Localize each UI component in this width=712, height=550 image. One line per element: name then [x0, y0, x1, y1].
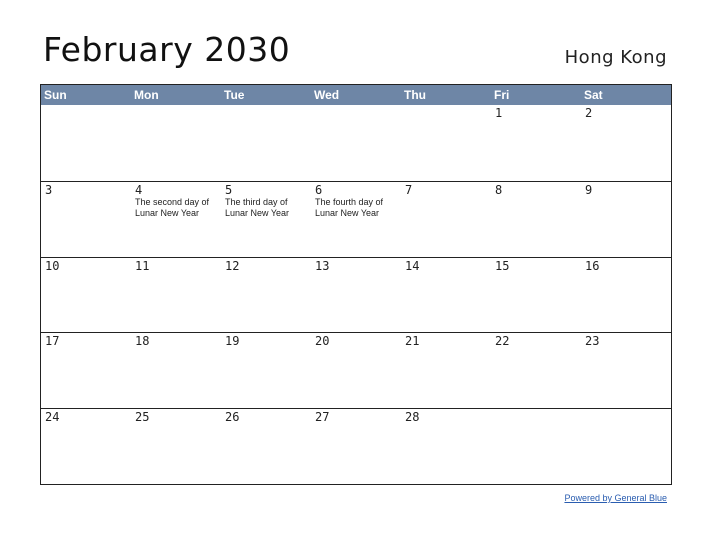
day-cell: [581, 332, 671, 408]
day-cell: [131, 105, 221, 181]
day-cell: [581, 408, 671, 484]
day-cell: [491, 105, 581, 181]
day-number: 16: [585, 258, 600, 273]
day-number: 2: [585, 106, 593, 120]
day-cell: [581, 105, 671, 181]
day-cell: [311, 408, 401, 484]
day-cell: [131, 257, 221, 333]
day-cell: [41, 105, 131, 181]
day-number: 19: [225, 334, 240, 349]
day-number: 15: [495, 258, 510, 273]
weekday-wed: Wed: [314, 88, 340, 102]
day-cell: [221, 181, 311, 257]
day-cell: [401, 257, 491, 333]
day-number: 25: [135, 410, 150, 425]
holiday-label: The fourth day of Lunar New Year: [315, 196, 384, 218]
day-cell: [401, 105, 491, 181]
day-number: 10: [45, 258, 60, 273]
holiday-label: The second day of Lunar New Year: [135, 196, 210, 218]
day-number: 9: [585, 182, 593, 197]
day-cell: [491, 181, 581, 257]
day-number: 12: [225, 258, 240, 273]
region-label: Hong Kong: [564, 47, 667, 68]
day-cell: [311, 105, 401, 181]
day-number: 26: [225, 410, 240, 425]
powered-by-link[interactable]: Powered by General Blue: [564, 493, 667, 503]
day-cell: [581, 257, 671, 333]
day-number: 1: [495, 106, 503, 120]
day-cell: [41, 408, 131, 484]
weekday-fri: Fri: [494, 88, 510, 102]
day-cell: [311, 257, 401, 333]
day-number: 7: [405, 182, 413, 197]
weekday-mon: Mon: [134, 88, 159, 102]
day-number: 8: [495, 182, 503, 197]
day-cell: [221, 257, 311, 333]
day-cell: [401, 332, 491, 408]
day-cell: [41, 332, 131, 408]
day-number: 24: [45, 410, 60, 425]
day-number: 27: [315, 410, 330, 425]
day-cell: [491, 332, 581, 408]
weekday-sun: Sun: [44, 88, 67, 102]
calendar-grid: [40, 84, 672, 485]
day-cell: [491, 408, 581, 484]
day-cell: [311, 181, 401, 257]
days-grid: [41, 105, 671, 484]
day-number: 20: [315, 334, 330, 349]
page-title: February 2030: [43, 30, 291, 69]
day-cell: [221, 332, 311, 408]
day-cell: [41, 181, 131, 257]
day-number: 23: [585, 334, 600, 349]
day-number: 4: [135, 182, 143, 197]
day-number: 3: [45, 182, 53, 197]
day-cell: [401, 181, 491, 257]
day-cell: [131, 181, 221, 257]
day-number: 21: [405, 334, 420, 349]
day-cell: [581, 181, 671, 257]
day-number: 5: [225, 182, 233, 197]
day-cell: [131, 408, 221, 484]
day-number: 22: [495, 334, 510, 349]
day-number: 17: [45, 334, 60, 349]
day-cell: [401, 408, 491, 484]
weekday-thu: Thu: [404, 88, 426, 102]
day-number: 18: [135, 334, 150, 349]
day-number: 6: [315, 182, 323, 197]
day-cell: [131, 332, 221, 408]
holiday-label: The third day of Lunar New Year: [225, 196, 290, 218]
weekday-sat: Sat: [584, 88, 603, 102]
day-cell: [491, 257, 581, 333]
weekday-header: [41, 85, 671, 105]
day-cell: [221, 408, 311, 484]
day-cell: [311, 332, 401, 408]
day-cell: [41, 257, 131, 333]
day-cell: [221, 105, 311, 181]
day-number: 28: [405, 410, 420, 425]
weekday-tue: Tue: [224, 88, 245, 102]
day-number: 11: [135, 258, 150, 273]
day-number: 13: [315, 258, 330, 273]
day-number: 14: [405, 258, 420, 273]
